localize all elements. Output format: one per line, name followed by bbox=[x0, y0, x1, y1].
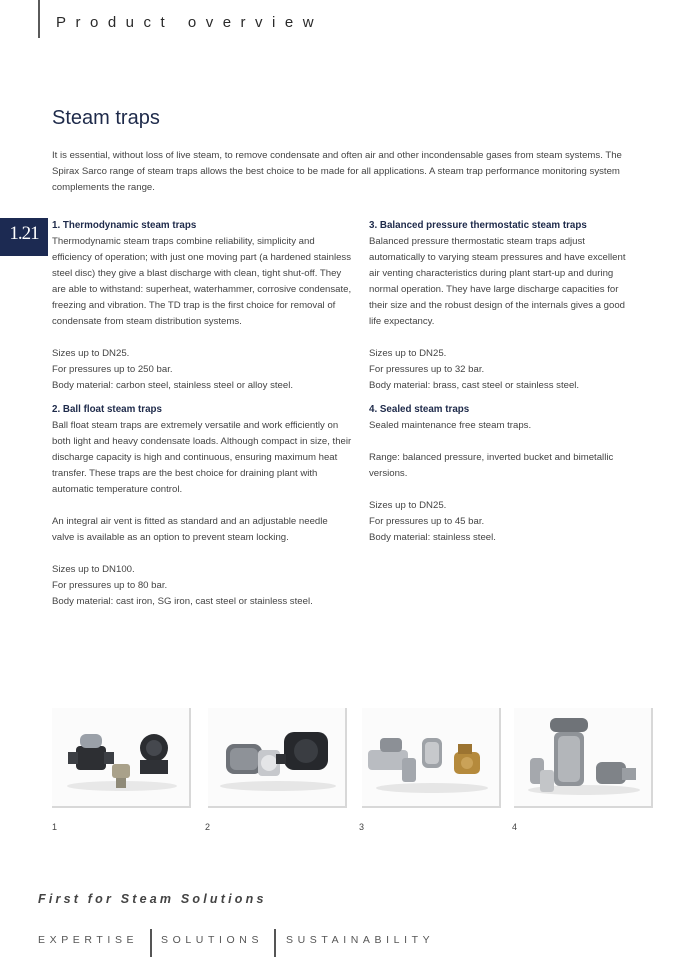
spec-pressures: For pressures up to 32 bar. bbox=[369, 364, 485, 375]
spec-sizes: Sizes up to DN25. bbox=[52, 348, 130, 359]
section-heading: 3. Balanced pressure thermostatic steam traps bbox=[369, 220, 587, 231]
section-heading: 4. Sealed steam traps bbox=[369, 404, 470, 415]
product-photo-sealed bbox=[514, 708, 653, 808]
page-title: Steam traps bbox=[52, 107, 160, 129]
footer-divider bbox=[274, 929, 276, 957]
spec-sizes: Sizes up to DN25. bbox=[369, 348, 447, 359]
section-heading: 2. Ball float steam traps bbox=[52, 404, 162, 415]
left-column bbox=[52, 218, 352, 610]
header-divider bbox=[38, 0, 40, 38]
spec-material: Body material: brass, cast steel or stainless steel. bbox=[369, 380, 580, 391]
spec-sizes: Sizes up to DN100. bbox=[52, 564, 135, 575]
spec-material: Body material: carbon steel, stainless steel or alloy steel. bbox=[52, 380, 294, 391]
section-balanced-pressure bbox=[369, 218, 631, 394]
footer-sustainability: SUSTAINABILITY bbox=[286, 934, 435, 946]
product-photo-balanced-pressure bbox=[362, 708, 501, 808]
spec-material: Body material: stainless steel. bbox=[369, 532, 496, 543]
page-number: 1.21 bbox=[9, 223, 39, 244]
section-ball-float bbox=[52, 402, 352, 610]
caption-4: 4 bbox=[512, 822, 518, 832]
section-body: Sealed maintenance free steam traps. bbox=[369, 420, 532, 431]
caption-2: 2 bbox=[205, 822, 211, 832]
footer-expertise: EXPERTISE bbox=[38, 934, 139, 946]
spec-range: Range: balanced pressure, inverted bucket and bimetallic versions. bbox=[369, 452, 614, 479]
spec-pressures: For pressures up to 80 bar. bbox=[52, 580, 168, 591]
spec-material: Body material: cast iron, SG iron, cast steel or stainless steel. bbox=[52, 596, 313, 607]
spec-pressures: For pressures up to 45 bar. bbox=[369, 516, 485, 527]
section-body-2: An integral air vent is fitted as standard and an adjustable needle valve is available as an option to prevent steam locking. bbox=[52, 516, 328, 543]
header-title: Product overview bbox=[56, 14, 324, 31]
caption-3: 3 bbox=[359, 822, 365, 832]
section-heading: 1. Thermodynamic steam traps bbox=[52, 220, 197, 231]
product-photo-thermodynamic bbox=[52, 708, 191, 808]
section-body: Balanced pressure thermostatic steam traps adjust automatically to varying steam pressures and have excellent air venting characteristics during plant start-up and during normal operation. They have large discharge capacities for their size and the robust design of the internals gives a good life expectancy. bbox=[369, 236, 626, 327]
right-column bbox=[369, 218, 631, 546]
section-body: Ball float steam traps are extremely versatile and work efficiently on both light and heavy condensate loads. Although compact in size, their discharge capacity is high and continuous, ensuring maximum heat transfer. These traps are the best choice for draining plant with automatic temperature control. bbox=[52, 420, 352, 495]
section-sealed bbox=[369, 402, 631, 546]
caption-1: 1 bbox=[52, 822, 58, 832]
product-photo-ball-float bbox=[208, 708, 347, 808]
spec-pressures: For pressures up to 250 bar. bbox=[52, 364, 173, 375]
footer-divider bbox=[150, 929, 152, 957]
spec-sizes: Sizes up to DN25. bbox=[369, 500, 447, 511]
intro-paragraph: It is essential, without loss of live steam, to remove condensate and often air and other incondensable gases from steam systems. The Spirax Sarco range of steam traps allows the best choice to be made for all applications. A steam trap performance monitoring system complements the range. bbox=[52, 150, 622, 193]
section-body: Thermodynamic steam traps combine reliability, simplicity and efficiency of operation; with just one moving part (a hardened stainless steel disc) they give a blast discharge with clean, tight shut-off. They are able to withstand: superheat, waterhammer, corrosive condensate, freezing and vibration. The TD trap is the first choice for removal of condensate from steam distribution systems. bbox=[52, 236, 352, 327]
section-thermodynamic bbox=[52, 218, 352, 394]
footer-solutions: SOLUTIONS bbox=[161, 934, 264, 946]
tagline: First for Steam Solutions bbox=[38, 892, 267, 906]
